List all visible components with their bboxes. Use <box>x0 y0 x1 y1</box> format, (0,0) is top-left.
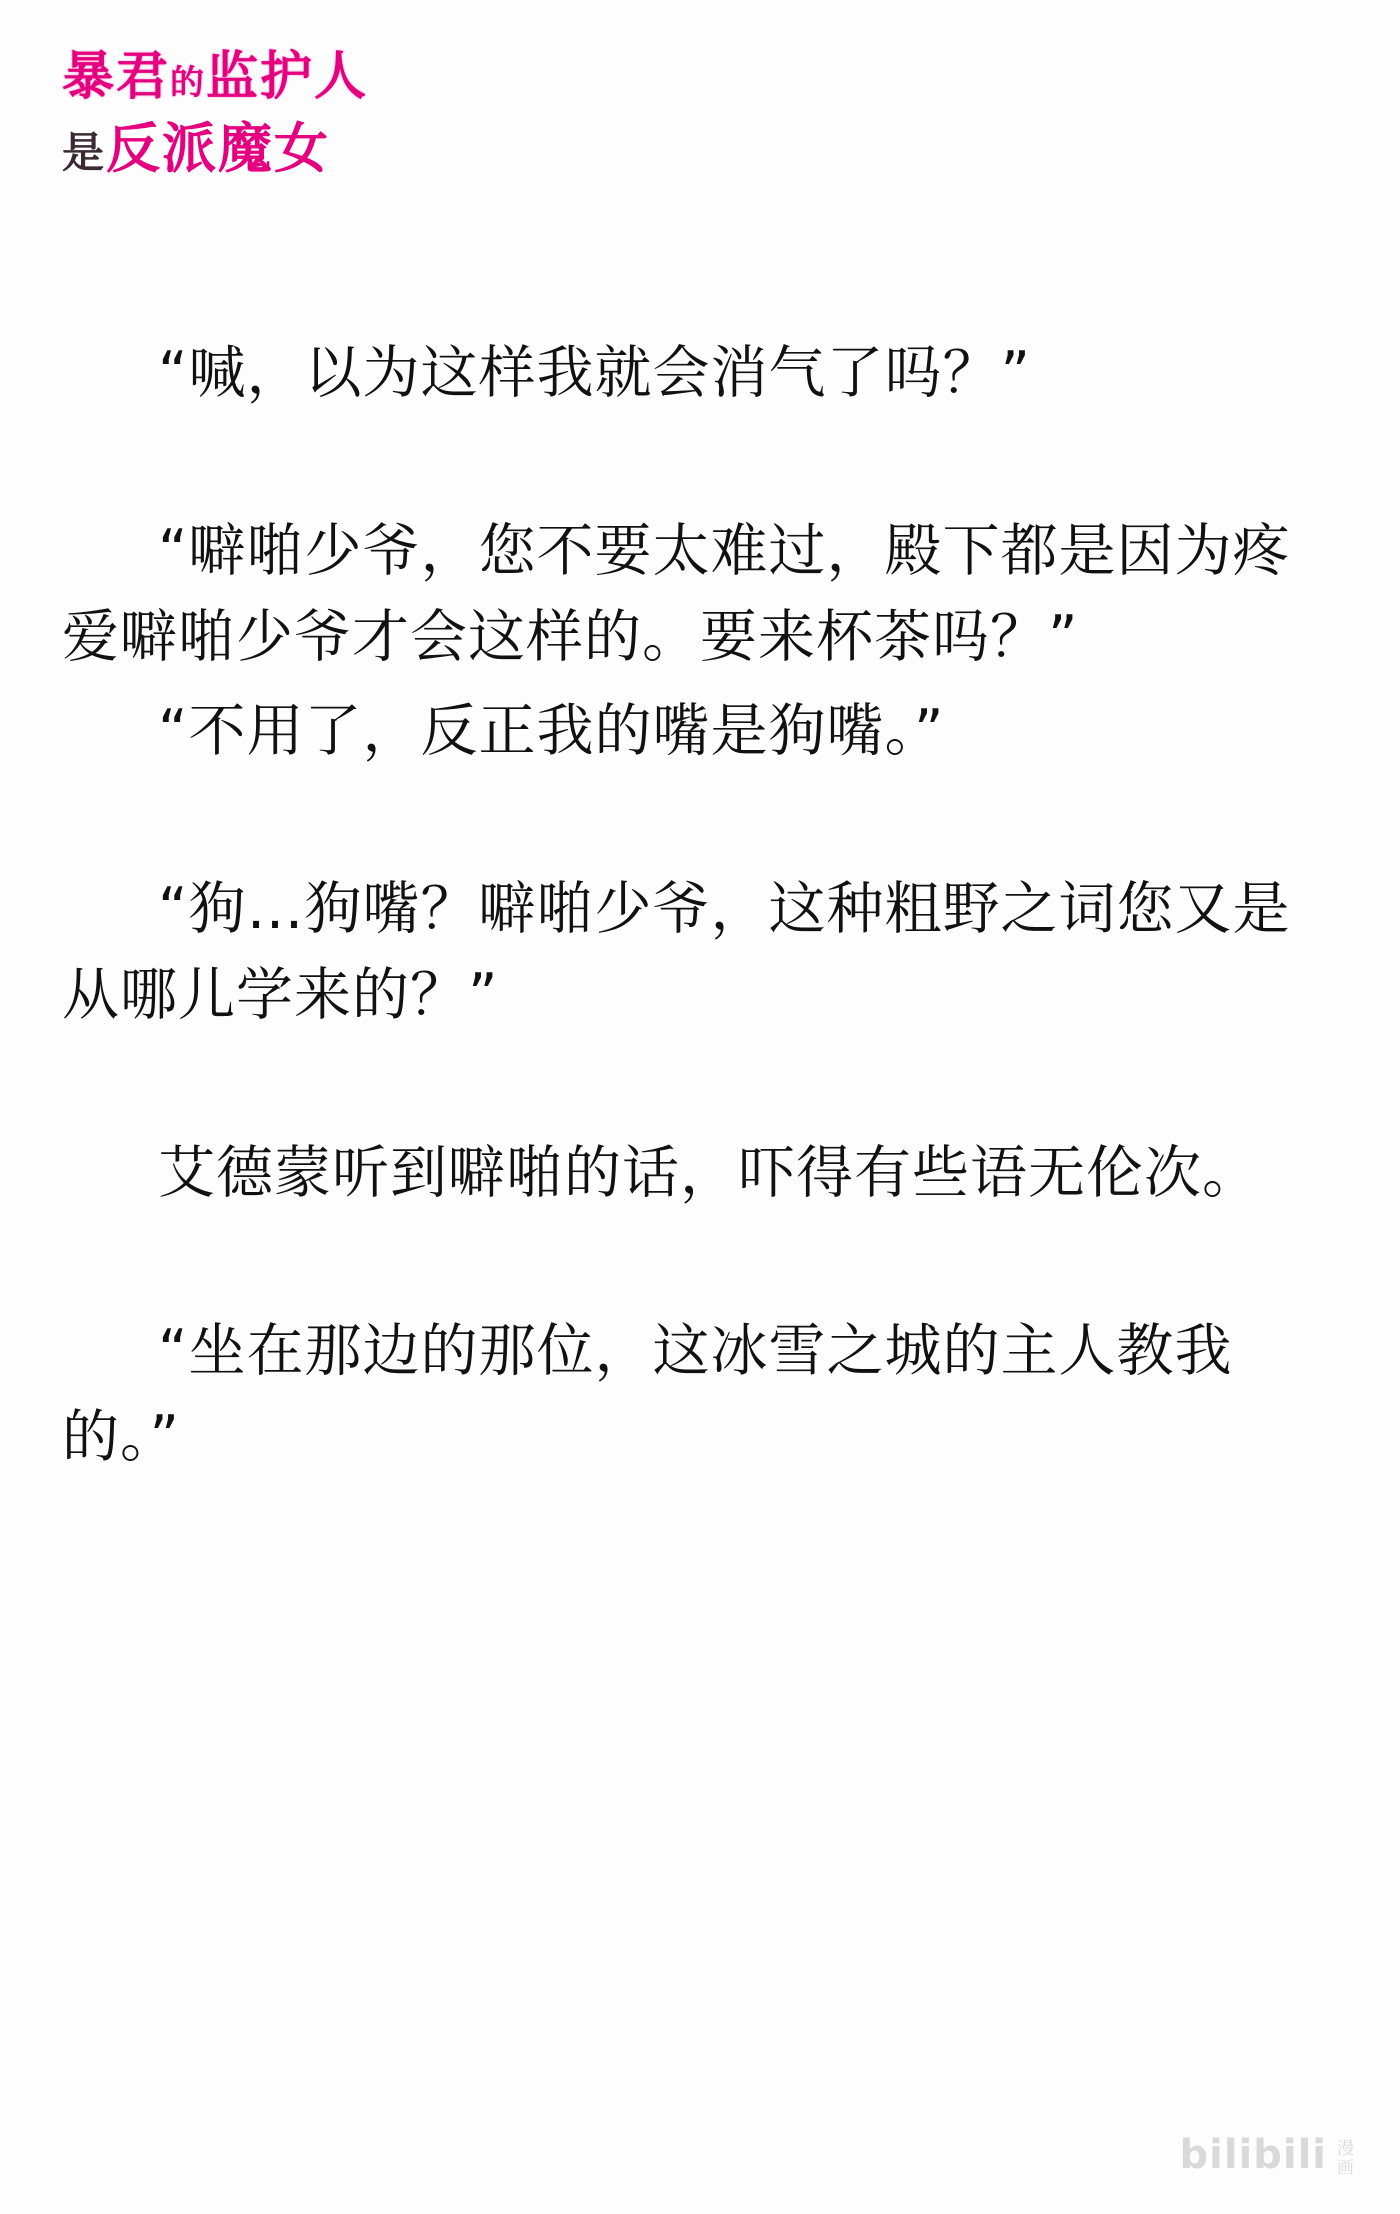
series-title-part-1: 暴君 <box>62 46 171 107</box>
series-title-line-2 <box>62 116 482 185</box>
paragraph: “狗…狗嘴？噼啪少爷，这种粗野之词您又是从哪儿学来的？” <box>62 876 1291 1028</box>
paragraph: “不用了，反正我的嘴是狗嘴。” <box>158 698 945 764</box>
paragraph: “噼啪少爷，您不要太难过，殿下都是因为疼爱噼啪少爷才会这样的。要来杯茶吗？” <box>62 518 1291 670</box>
bilibili-logo-text: bilibili <box>1179 2132 1327 2178</box>
watermark-label-line-1: 漫 <box>1337 2139 1354 2159</box>
paragraph: 艾德蒙听到噼啪的话，吓得有些语无伦次。 <box>158 1140 1260 1206</box>
series-title-line-1 <box>62 48 482 112</box>
series-title-logo <box>62 48 482 218</box>
series-title-part-2: 监护人 <box>206 46 369 107</box>
watermark-label <box>1337 2140 1354 2178</box>
story-text-body <box>0 330 1400 1542</box>
watermark-label-line-2: 画 <box>1337 2158 1354 2178</box>
series-title-particle: 的 <box>170 63 207 103</box>
paragraph: “坐在那边的那位，这冰雪之城的主人教我的。” <box>62 1318 1233 1470</box>
bilibili-watermark <box>1179 2132 1354 2178</box>
series-title-part-3: 是 <box>62 128 107 177</box>
series-title-part-4: 反派魔女 <box>106 116 331 180</box>
paragraph: “喊，以为这样我就会消气了吗？” <box>158 340 1032 406</box>
